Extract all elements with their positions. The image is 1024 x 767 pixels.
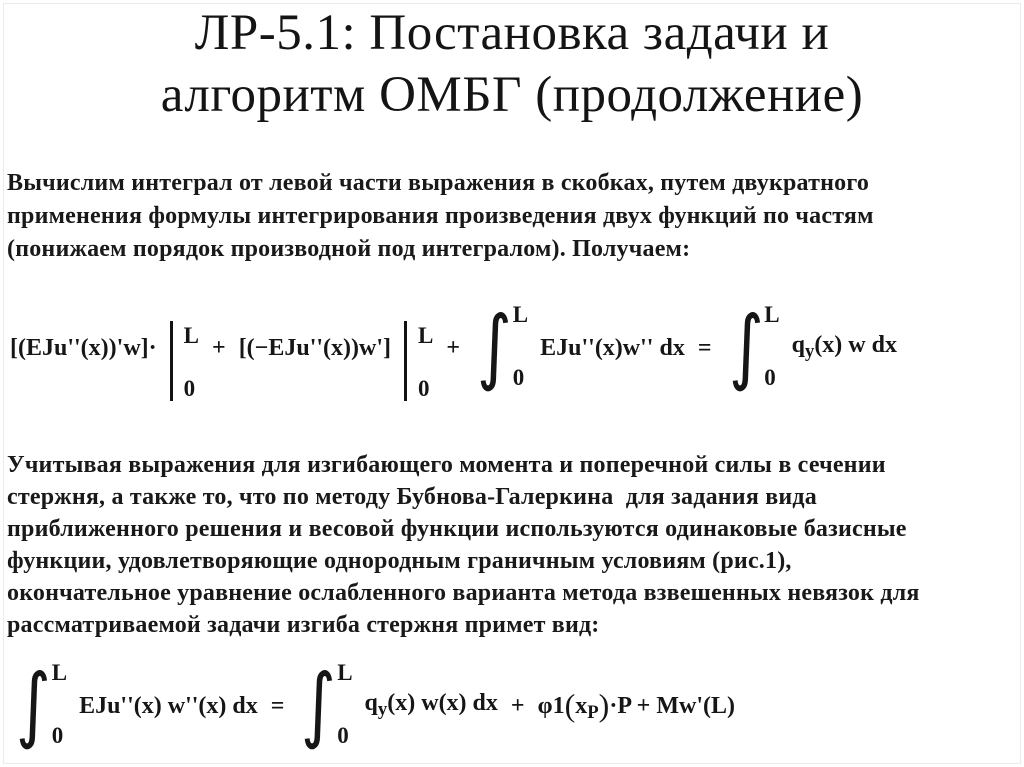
formula1-term2: [(−EJu''(x))w'] — [238, 334, 392, 361]
q-subscript: y — [377, 699, 388, 721]
paragraph-line: окончательное уравнение ослабленного варианта метода взвешенных невязок для — [7, 580, 920, 606]
title-line-2: алгоритм ОМБГ (продолжение) — [160, 67, 864, 123]
formula-final-equation — [12, 654, 735, 758]
vertical-bar — [170, 321, 173, 401]
lower-limit: 0 — [512, 365, 525, 390]
paragraph-line: функции, удовлетворяющие однородным граничным условиям (рис.1), — [7, 548, 792, 574]
paragraph-line: Вычислим интеграл от левой части выражения в скобках, путем двукратного — [7, 170, 870, 196]
evaluation-bar — [404, 321, 433, 401]
formula2-tail: ·P + Mw'(L) — [609, 693, 735, 720]
plus-operator: + — [446, 334, 461, 361]
lower-limit: 0 — [51, 723, 64, 748]
integral-limits — [52, 660, 67, 752]
upper-limit: L — [183, 323, 199, 348]
paragraph-line: приближенного решения и весовой функции используются одинаковые базисные — [7, 516, 907, 542]
plus-operator: + — [510, 692, 525, 719]
open-paren: ( — [564, 687, 576, 724]
formula2-integrand1: EJu''(x) w''(x) dx — [79, 692, 258, 719]
lower-limit: 0 — [337, 723, 349, 748]
paragraph-line: Учитывая выражения для изгибающего момента и поперечной силы в сечении — [7, 452, 886, 478]
formula-integration-by-parts — [10, 296, 897, 400]
phi-term — [538, 687, 735, 724]
slide-title — [0, 2, 1024, 126]
q-symbol: q — [791, 332, 805, 359]
lower-limit: 0 — [183, 376, 196, 401]
integral-icon: ∫ — [476, 299, 512, 394]
integral-sign — [725, 299, 780, 394]
upper-limit: L — [512, 302, 529, 327]
upper-limit: L — [764, 302, 780, 327]
paragraph-line: рассматриваемой задачи изгиба стержня примет вид: — [7, 612, 600, 638]
x-symbol: x — [575, 693, 588, 720]
paragraph-galerkin — [7, 449, 1016, 641]
integral-icon: ∫ — [15, 657, 51, 752]
integrand-rest: (x) w(x) dx — [387, 690, 498, 717]
evaluation-limits — [184, 321, 199, 401]
q-subscript: y — [804, 341, 815, 363]
paragraph-line: (понижаем порядок производной под интегралом). Получаем: — [7, 236, 691, 262]
formula1-integrand2 — [792, 332, 897, 363]
upper-limit: L — [418, 323, 434, 348]
paragraph-line: применения формулы интегрирования произведения двух функций по частям — [7, 203, 874, 229]
upper-limit: L — [51, 660, 68, 685]
upper-limit: L — [337, 660, 353, 685]
integral-icon: ∫ — [301, 657, 337, 752]
paragraph-intro — [7, 167, 1016, 266]
q-symbol: q — [364, 690, 378, 717]
evaluation-limits — [418, 321, 433, 401]
evaluation-bar — [170, 321, 199, 401]
integral-limits — [764, 302, 779, 394]
plus-operator: + — [212, 334, 226, 361]
integral-sign — [473, 299, 529, 394]
integral-sign — [297, 657, 353, 752]
integral-limits — [513, 302, 528, 394]
lower-limit: 0 — [418, 376, 430, 401]
integral-limits — [337, 660, 352, 752]
vertical-bar — [404, 321, 407, 401]
x-subscript: P — [587, 702, 599, 724]
integrand-rest: (x) w dx — [814, 332, 897, 359]
lower-limit: 0 — [764, 365, 776, 390]
formula1-integrand1: EJu''(x)w'' dx — [540, 334, 685, 361]
equals-operator: = — [697, 334, 712, 361]
formula2-integrand2 — [365, 690, 498, 721]
paragraph-line: стержня, а также то, что по методу Бубнова-Галеркина для задания вида — [7, 484, 817, 510]
equals-operator: = — [270, 692, 285, 719]
integral-icon: ∫ — [728, 299, 764, 394]
title-line-1: ЛР-5.1: Постановка задачи и — [194, 5, 830, 61]
close-paren: ) — [598, 687, 610, 724]
integral-sign — [12, 657, 68, 752]
formula1-term1: [(EJu''(x))'w]· — [10, 334, 157, 361]
phi-symbol: φ1 — [537, 693, 565, 720]
